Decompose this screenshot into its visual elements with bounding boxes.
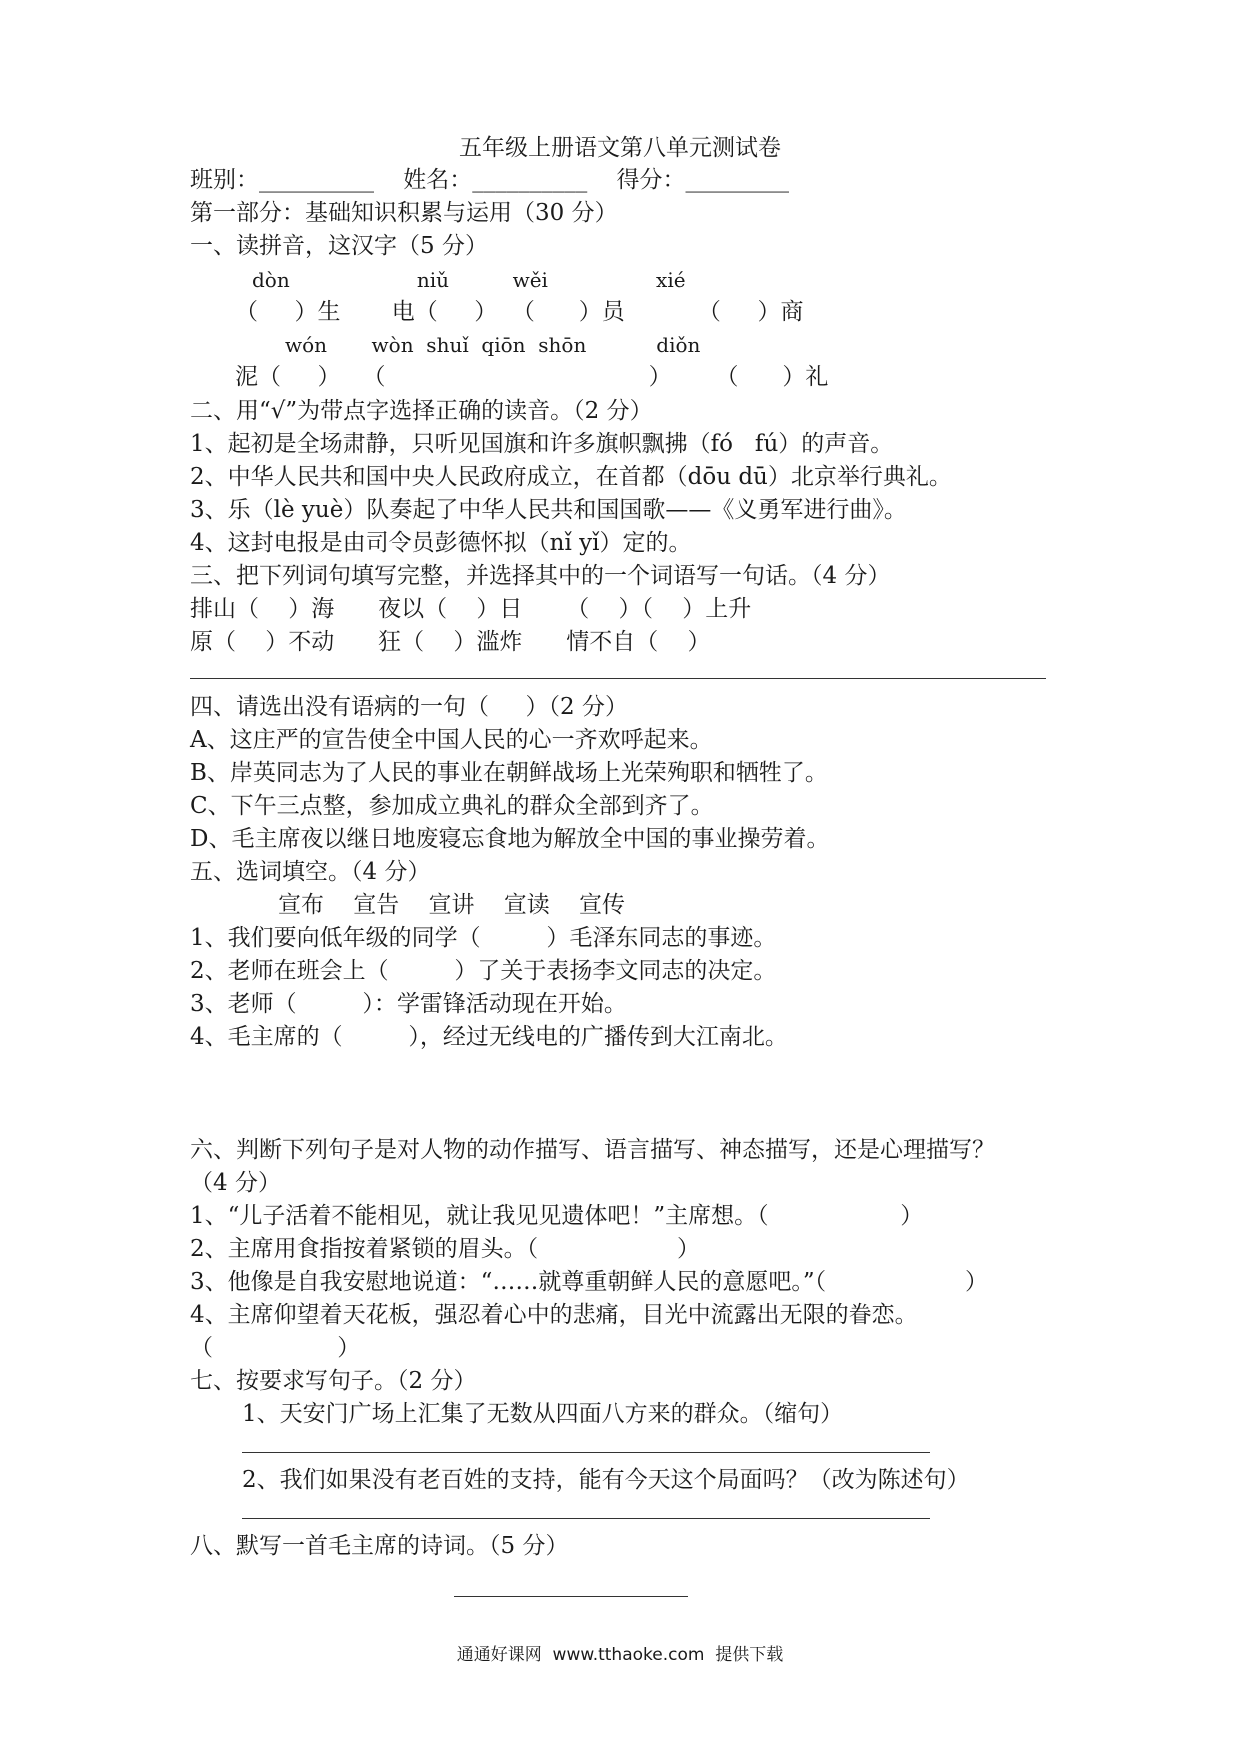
word-bank: 宣布 宣告 宣讲 宣读 宣传 [278,892,625,918]
pinyin-row: dòn niǔ wěi xié [252,268,686,292]
student-info-line: 班别：__________ 姓名：__________ 得分：_________ [190,167,789,193]
list-item: 3、他像是自我安慰地说道：“……就尊重朝鲜人民的意愿吧。”（ ） [190,1269,989,1295]
list-item: B、岸英同志为了人民的事业在朝鲜战场上光荣殉职和牺牲了。 [190,760,828,786]
question-5-heading: 五、选词填空。（4 分） [190,859,431,885]
list-item: A、这庄严的宣告使全中国人民的心一齐欢呼起来。 [190,727,713,753]
question-6-heading: 六、判断下列句子是对人物的动作描写、语言描写、神态描写，还是心理描写？ [190,1137,995,1163]
page-title: 五年级上册语文第八单元测试卷 [459,135,781,161]
character-blank-row: （ ）生 电（ ） （ ）员 （ ）商 [235,299,804,325]
answer-line [242,1518,930,1519]
question-1-heading: 一、读拼音，这汉字（5 分） [190,233,488,259]
answer-blank: （ ） [190,1335,361,1361]
list-item: 2、老师在班会上（ ）了关于表扬李文同志的决定。 [190,958,777,984]
part-one-heading: 第一部分：基础知识积累与运用（30 分） [190,200,618,226]
list-item: 1、起初是全场肃静，只听见国旗和许多旗帜飘拂（fó fú）的声音。 [190,431,894,457]
list-item: 2、中华人民共和国中央人民政府成立，在首都（dōu dū）北京举行典礼。 [190,464,952,490]
question-2-heading: 二、用“√”为带点字选择正确的读音。（2 分） [190,398,653,424]
answer-line [242,1452,930,1453]
list-item: 3、老师（ ）：学雷锋活动现在开始。 [190,991,627,1017]
list-item: 4、主席仰望着天花板，强忍着心中的悲痛，目光中流露出无限的眷恋。 [190,1302,918,1328]
fill-in-row: 原（ ）不动 狂（ ）滥炸 情不自（ ） [190,629,711,655]
list-item: 4、这封电报是由司令员彭德怀拟（nǐ yǐ）定的。 [190,530,692,556]
fill-in-row: 排山（ ）海 夜以（ ）日 （ ）（ ）上升 [190,596,752,622]
question-6-heading-cont: （4 分） [190,1170,281,1196]
list-item: 4、毛主席的（ ），经过无线电的广播传到大江南北。 [190,1024,788,1050]
pinyin-row: wón wòn shuǐ qiōn shōn diǒn [285,333,701,357]
footer-source: 通通好课网 www.tthaoke.com 提供下载 [456,1645,784,1665]
list-item: 2、我们如果没有老百姓的支持，能有今天这个局面吗？（改为陈述句） [242,1467,970,1493]
list-item: 2、主席用食指按着紧锁的眉头。（ ） [190,1236,701,1262]
list-item: 1、“儿子活着不能相见，就让我见见遗体吧！”主席想。（ ） [190,1203,924,1229]
list-item: 1、我们要向低年级的同学（ ）毛泽东同志的事迹。 [190,925,777,951]
list-item: C、下午三点整，参加成立典礼的群众全部到齐了。 [190,793,714,819]
list-item: 3、乐（lè yuè）队奏起了中华人民共和国国歌——《义勇军进行曲》。 [190,497,907,523]
answer-line [454,1596,688,1597]
list-item: D、毛主席夜以继日地废寝忘食地为解放全中国的事业操劳着。 [190,826,830,852]
question-8-heading: 八、默写一首毛主席的诗词。（5 分） [190,1533,569,1559]
answer-line [190,678,1046,679]
character-blank-row: 泥（ ） （ ） （ ）礼 [235,364,829,390]
question-3-heading: 三、把下列词句填写完整，并选择其中的一个词语写一句话。（4 分） [190,563,891,589]
list-item: 1、天安门广场上汇集了无数从四面八方来的群众。（缩句） [242,1401,844,1427]
question-4-heading: 四、请选出没有语病的一句（ ）（2 分） [190,694,628,720]
question-7-heading: 七、按要求写句子。（2 分） [190,1368,477,1394]
